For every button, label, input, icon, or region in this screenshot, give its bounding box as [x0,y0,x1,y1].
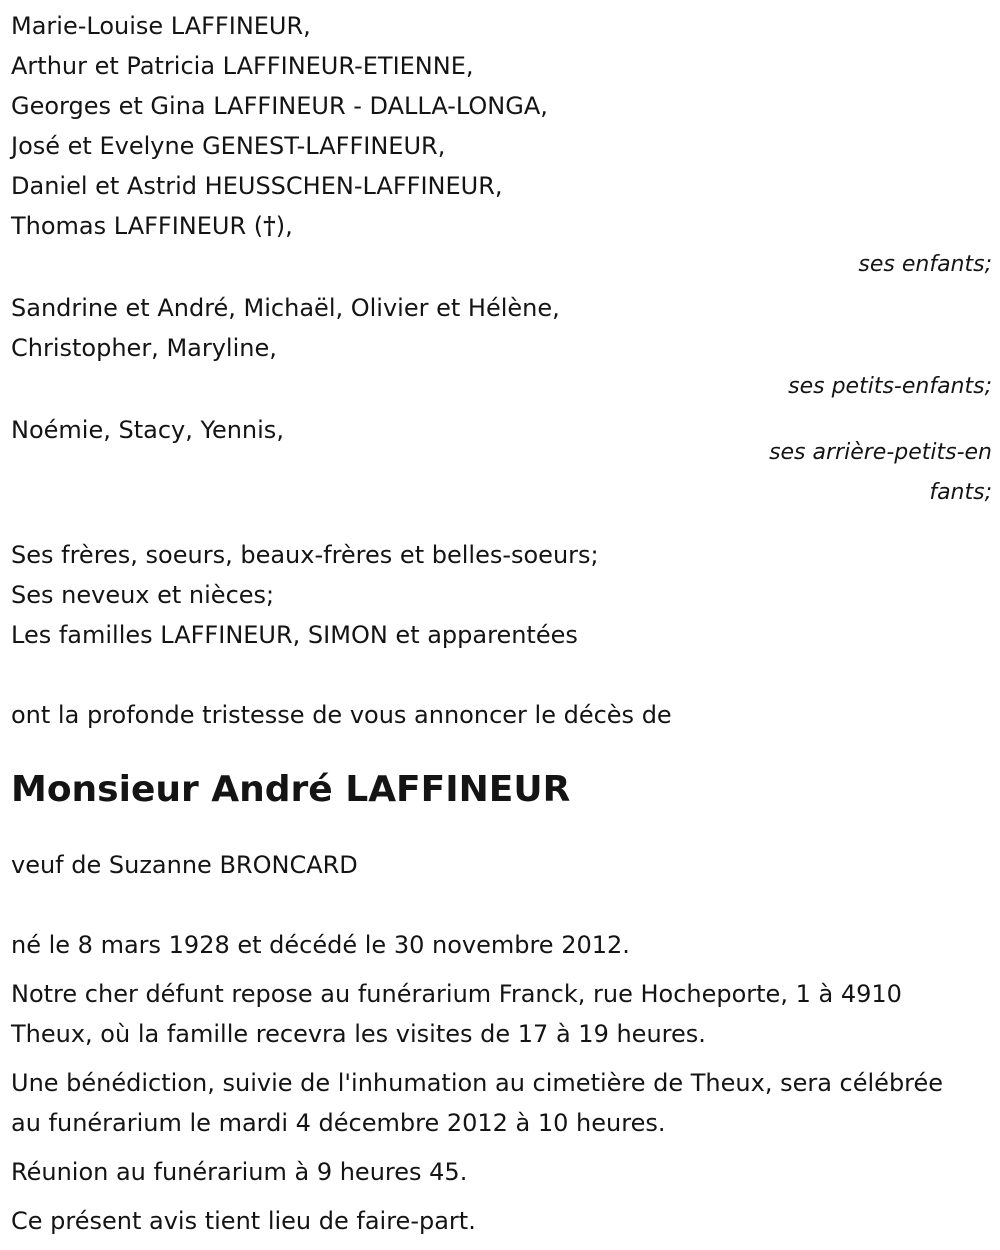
deceased-child-name: Thomas LAFFINEUR ( [11,212,264,240]
deceased-child-line [11,206,991,246]
child-line: Arthur et Patricia LAFFINEUR-ETIENNE, [11,52,474,80]
cross-icon: † [263,211,276,240]
deceased-name: Monsieur André LAFFINEUR [11,769,571,810]
born-died-dates: né le 8 mars 1928 et décédé le 30 novembre 2012. [11,931,630,959]
meeting-info: Réunion au funérarium à 9 heures 45. [11,1158,468,1186]
grandchild-line: Christopher, Maryline, [11,334,277,362]
role-children: ses enfants; [858,252,992,277]
role-great-grandchildren: ses arrière-petits-enfants; [769,440,992,505]
deceased-child-suffix: ), [275,212,293,240]
extended-family [11,535,991,655]
child-line: Marie-Louise LAFFINEUR, [11,12,311,40]
ceremony-info: Une bénédiction, suivie de l'inhumation au cimetière de Theux, sera célébrée au funérarium le mardi 4 décembre 2012 à 10 heures. [11,1069,944,1137]
grandchildren-list [11,288,991,368]
death-notice [11,6,991,1250]
child-line: Daniel et Astrid HEUSSCHEN-LAFFINEUR, [11,172,503,200]
funeral-home-info: Notre cher défunt repose au funérarium Franck, rue Hocheporte, 1 à 4910 Theux, où la famille recevra les visites de 17 à 19 heures. [11,980,902,1048]
family-line: Les familles LAFFINEUR, SIMON et apparentées [11,621,578,649]
children-list [11,6,991,246]
announcement-text: ont la profonde tristesse de vous annoncer le décès de [11,701,672,729]
role-grandchildren: ses petits-enfants; [788,374,992,399]
widower-of: veuf de Suzanne BRONCARD [11,851,358,879]
grandchild-line: Sandrine et André, Michaël, Olivier et Hélène, [11,294,560,322]
notice-disclaimer: Ce présent avis tient lieu de faire-part. [11,1207,476,1235]
family-line: Ses neveux et nièces; [11,581,275,609]
family-line: Ses frères, soeurs, beaux-frères et belles-soeurs; [11,541,599,569]
child-line: José et Evelyne GENEST-LAFFINEUR, [11,132,446,160]
great-grandchild-line: Noémie, Stacy, Yennis, [11,416,284,444]
child-line: Georges et Gina LAFFINEUR - DALLA-LONGA, [11,92,548,120]
great-grandchildren-list [11,410,991,444]
